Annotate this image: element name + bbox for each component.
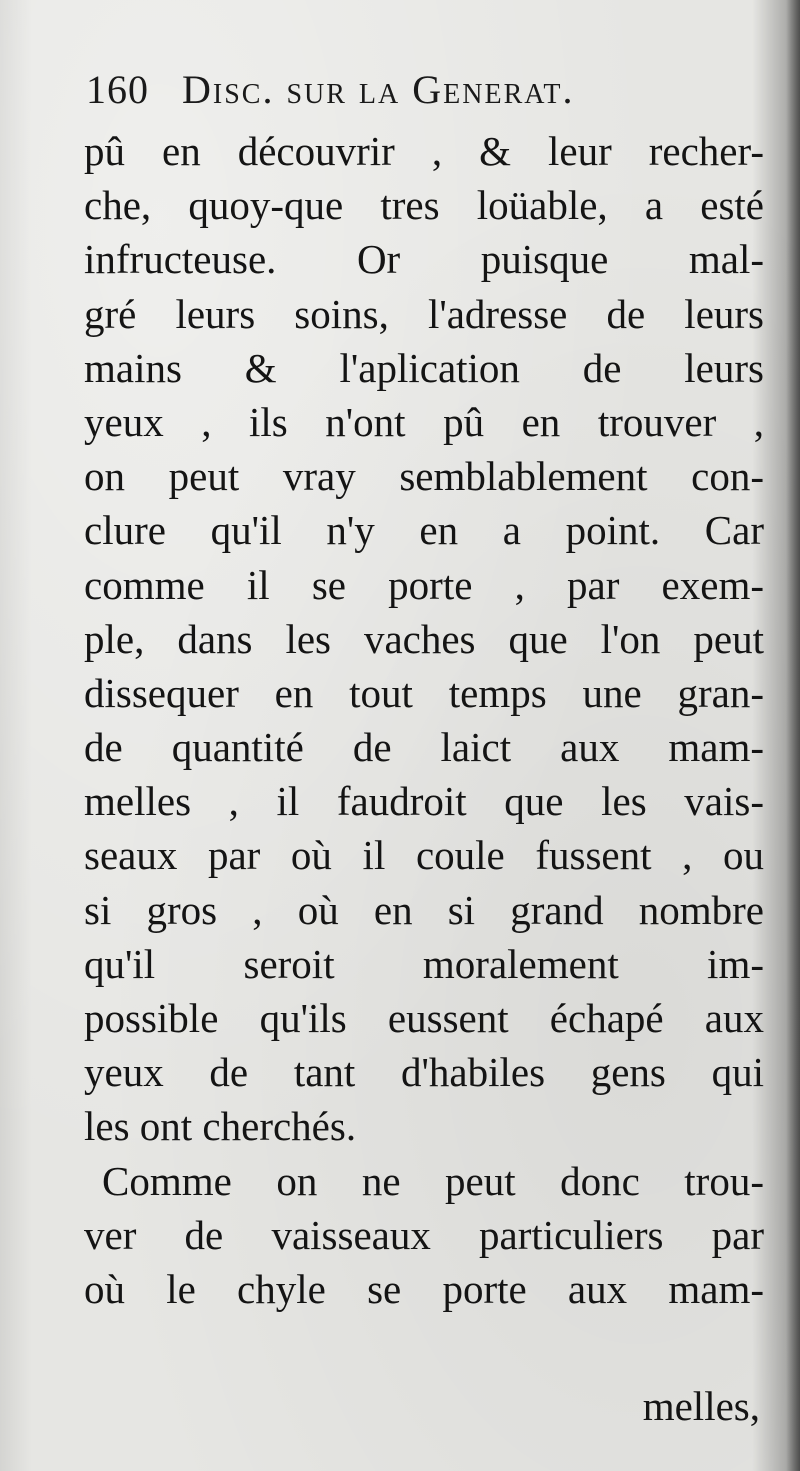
text-body xyxy=(84,124,764,1316)
text-line: de quantité de laict aux mam- xyxy=(84,724,764,771)
catchword: melles, xyxy=(642,1383,760,1429)
text-line: mains & l'aplication de leurs xyxy=(84,344,764,391)
page-number: 160 xyxy=(86,67,149,112)
text-line: Comme on ne peut donc trou- xyxy=(102,1157,764,1204)
text-line: les ont cherchés. xyxy=(84,1103,357,1150)
text-line: pû en découvrir , & leur recher- xyxy=(84,128,764,174)
text-line: che, quoy-que tres loüable, a esté xyxy=(84,182,764,229)
running-title: Disc. sur la Generat. xyxy=(182,67,575,112)
text-line: yeux , ils n'ont pû en trouver , xyxy=(84,398,764,445)
text-line: où le chyle se porte aux mam- xyxy=(84,1265,764,1312)
text-line: melles , il faudroit que les vais- xyxy=(84,778,764,825)
text-line: seaux par où il coule fussent , ou xyxy=(84,832,764,879)
running-header xyxy=(86,62,766,118)
text-line: clure qu'il n'y en a point. Car xyxy=(84,507,764,554)
text-line: qu'il seroit moralement im- xyxy=(84,940,764,987)
text-line: ver de vaisseaux particuliers par xyxy=(84,1211,764,1258)
text-line: possible qu'ils eussent échapé aux xyxy=(84,995,764,1041)
text-line: gré leurs soins, l'adresse de leurs xyxy=(84,290,764,337)
text-line: yeux de tant d'habiles gens qui xyxy=(84,1049,764,1096)
text-line: infructeuse. Or puisque mal- xyxy=(84,236,764,283)
text-line: ple, dans les vaches que l'on peut xyxy=(84,615,764,662)
text-line: dissequer en tout temps une gran- xyxy=(84,669,764,716)
text-line: on peut vray semblablement con- xyxy=(84,453,764,500)
text-line: comme il se porte , par exem- xyxy=(84,561,764,608)
text-line: si gros , où en si grand nombre xyxy=(84,886,764,933)
page-edge-shadow xyxy=(786,0,800,1471)
